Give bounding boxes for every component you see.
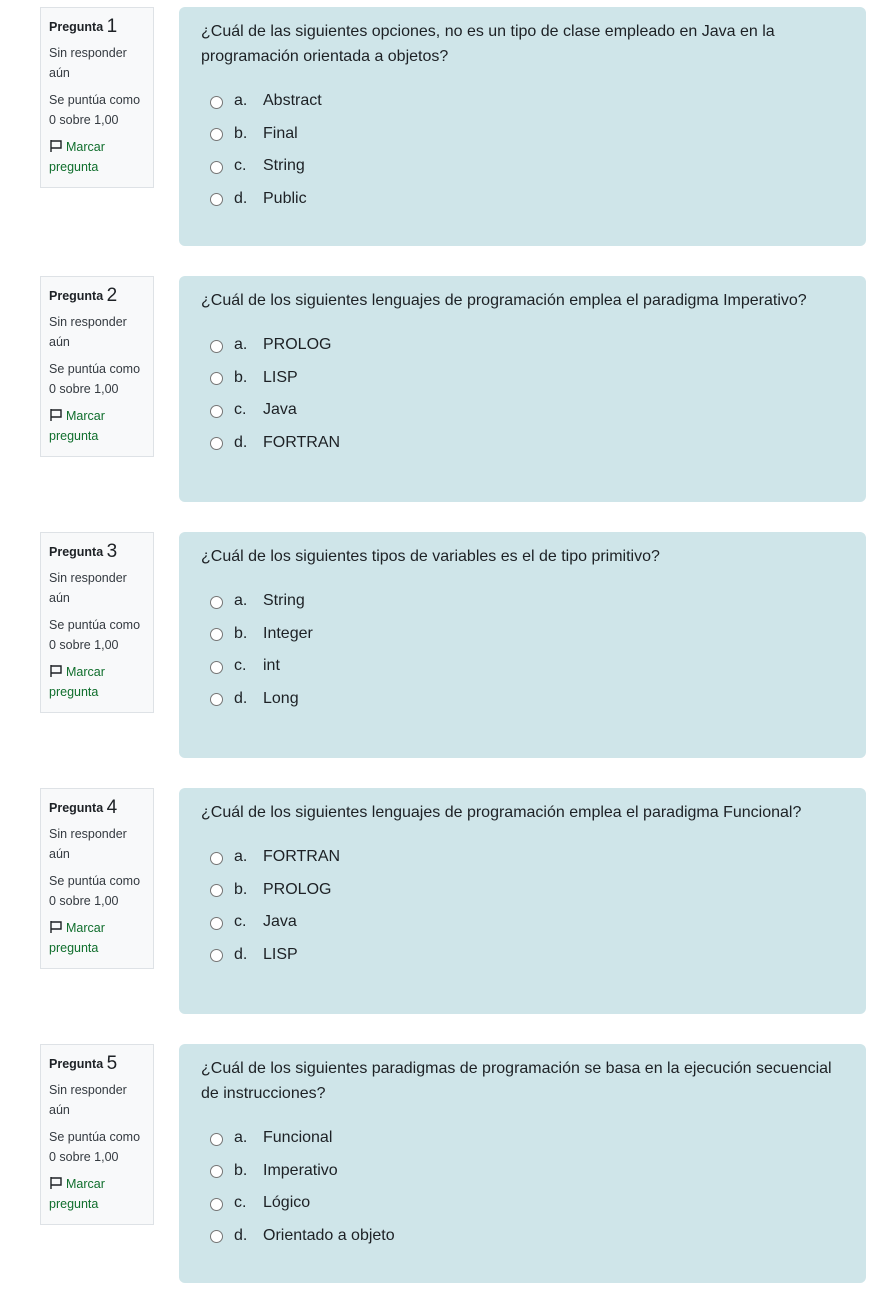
- radio-button[interactable]: [210, 437, 223, 450]
- flag-icon: [49, 920, 63, 934]
- radio-button[interactable]: [210, 128, 223, 141]
- question-grade: Se puntúa como 0 sobre 1,00: [49, 874, 141, 908]
- answer-option[interactable]: d. Orientado a objeto: [201, 1220, 846, 1253]
- radio-button[interactable]: [210, 1230, 223, 1243]
- radio-button[interactable]: [210, 161, 223, 174]
- answer-list: [201, 1122, 846, 1252]
- radio-button[interactable]: [210, 661, 223, 674]
- question-state: Sin responder aún: [49, 46, 127, 80]
- radio-button[interactable]: [210, 1198, 223, 1211]
- question-info: [40, 532, 154, 713]
- flag-icon: [49, 664, 63, 678]
- radio-button[interactable]: [210, 949, 223, 962]
- question-text: ¿Cuál de las siguientes opciones, no es un tipo de clase empleado en Java en la programación orientada a objetos?: [201, 23, 775, 65]
- answer-option[interactable]: a. PROLOG: [201, 329, 846, 362]
- answer-option[interactable]: a. FORTRAN: [201, 841, 846, 874]
- question-grade: Se puntúa como 0 sobre 1,00: [49, 93, 141, 127]
- answer-list: [201, 85, 846, 215]
- radio-button[interactable]: [210, 405, 223, 418]
- answer-option[interactable]: b. LISP: [201, 362, 846, 395]
- question-number: Pregunta 3: [49, 541, 118, 562]
- question-grade: Se puntúa como 0 sobre 1,00: [49, 362, 141, 396]
- flag-question-link[interactable]: Marcar pregunta: [49, 140, 105, 174]
- question-text: ¿Cuál de los siguientes tipos de variables es el de tipo primitivo?: [201, 548, 660, 565]
- flag-question-link[interactable]: Marcar pregunta: [49, 409, 105, 443]
- answer-option[interactable]: d. FORTRAN: [201, 427, 846, 460]
- question-state: Sin responder aún: [49, 827, 127, 861]
- radio-button[interactable]: [210, 96, 223, 109]
- question-info: [40, 788, 154, 969]
- question-content: [179, 788, 866, 1014]
- answer-option[interactable]: c. String: [201, 150, 846, 183]
- question-info: [40, 276, 154, 457]
- answer-option[interactable]: a. Funcional: [201, 1122, 846, 1155]
- question-content: [179, 7, 866, 246]
- answer-option[interactable]: a. String: [201, 585, 846, 618]
- answer-option[interactable]: c. int: [201, 650, 846, 683]
- question-content: [179, 276, 866, 502]
- question-content: [179, 1044, 866, 1283]
- radio-button[interactable]: [210, 884, 223, 897]
- radio-button[interactable]: [210, 193, 223, 206]
- question-grade: Se puntúa como 0 sobre 1,00: [49, 1130, 141, 1164]
- question-text: ¿Cuál de los siguientes paradigmas de programación se basa en la ejecución secuencial de instrucciones?: [201, 1060, 832, 1102]
- question-info: [40, 7, 154, 188]
- question-number: Pregunta 5: [49, 1053, 118, 1074]
- answer-option[interactable]: d. LISP: [201, 939, 846, 972]
- answer-option[interactable]: a. Abstract: [201, 85, 846, 118]
- radio-button[interactable]: [210, 852, 223, 865]
- answer-option[interactable]: b. Imperativo: [201, 1155, 846, 1188]
- question-content: [179, 532, 866, 758]
- answer-list: [201, 585, 846, 715]
- answer-option[interactable]: c. Java: [201, 394, 846, 427]
- question-number: Pregunta 1: [49, 16, 118, 37]
- answer-option[interactable]: b. Final: [201, 118, 846, 151]
- radio-button[interactable]: [210, 917, 223, 930]
- answer-option[interactable]: c. Java: [201, 906, 846, 939]
- radio-button[interactable]: [210, 693, 223, 706]
- question-state: Sin responder aún: [49, 315, 127, 349]
- question-state: Sin responder aún: [49, 1083, 127, 1117]
- answer-option[interactable]: b. Integer: [201, 618, 846, 651]
- radio-button[interactable]: [210, 372, 223, 385]
- question-text: ¿Cuál de los siguientes lenguajes de programación emplea el paradigma Funcional?: [201, 804, 802, 821]
- answer-option[interactable]: d. Long: [201, 683, 846, 716]
- answer-option[interactable]: d. Public: [201, 183, 846, 216]
- question-grade: Se puntúa como 0 sobre 1,00: [49, 618, 141, 652]
- flag-question-link[interactable]: Marcar pregunta: [49, 665, 105, 699]
- answer-list: [201, 329, 846, 459]
- answer-list: [201, 841, 846, 971]
- radio-button[interactable]: [210, 340, 223, 353]
- question-number: Pregunta 4: [49, 797, 118, 818]
- question-info: [40, 1044, 154, 1225]
- flag-question-link[interactable]: Marcar pregunta: [49, 921, 105, 955]
- flag-icon: [49, 1176, 63, 1190]
- radio-button[interactable]: [210, 628, 223, 641]
- radio-button[interactable]: [210, 596, 223, 609]
- question-number: Pregunta 2: [49, 285, 118, 306]
- question-state: Sin responder aún: [49, 571, 127, 605]
- radio-button[interactable]: [210, 1165, 223, 1178]
- radio-button[interactable]: [210, 1133, 223, 1146]
- flag-icon: [49, 139, 63, 153]
- question-text: ¿Cuál de los siguientes lenguajes de programación emplea el paradigma Imperativo?: [201, 292, 807, 309]
- flag-icon: [49, 408, 63, 422]
- answer-option[interactable]: b. PROLOG: [201, 874, 846, 907]
- answer-option[interactable]: c. Lógico: [201, 1187, 846, 1220]
- flag-question-link[interactable]: Marcar pregunta: [49, 1177, 105, 1211]
